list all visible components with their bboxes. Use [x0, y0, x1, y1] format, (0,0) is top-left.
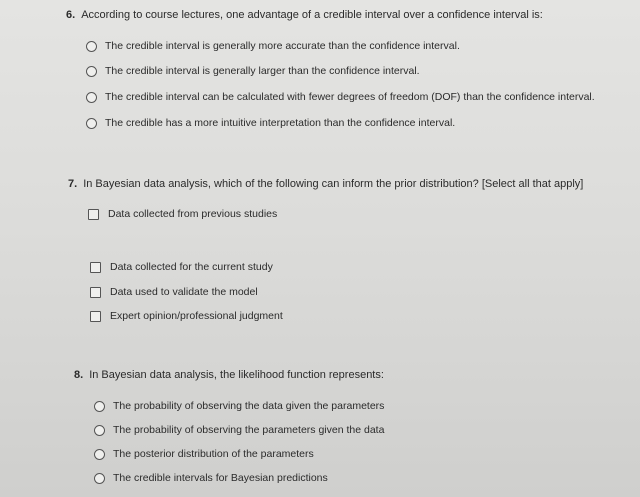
- radio-button[interactable]: [86, 92, 97, 103]
- question-6-prompt: [66, 9, 543, 21]
- q8-option-4[interactable]: [94, 472, 328, 484]
- option-label: The credible interval is generally more accurate than the confidence interval.: [105, 40, 460, 52]
- option-label: The credible interval is generally larger than the confidence interval.: [105, 65, 420, 77]
- checkbox[interactable]: [90, 287, 101, 298]
- q7-option-1[interactable]: [88, 208, 277, 220]
- q8-option-2[interactable]: [94, 424, 384, 436]
- radio-button[interactable]: [94, 425, 105, 436]
- question-7-prompt: [68, 178, 583, 190]
- option-label: The probability of observing the data given the parameters: [113, 400, 385, 412]
- radio-button[interactable]: [94, 401, 105, 412]
- q6-option-3[interactable]: [86, 91, 595, 103]
- q8-option-3[interactable]: [94, 448, 314, 460]
- option-label: Data collected from previous studies: [108, 208, 278, 220]
- radio-button[interactable]: [86, 41, 97, 52]
- radio-button[interactable]: [86, 118, 97, 129]
- option-label: Expert opinion/professional judgment: [110, 310, 283, 322]
- q8-option-1[interactable]: [94, 400, 384, 412]
- checkbox[interactable]: [88, 209, 99, 220]
- question-number: 8.: [74, 369, 84, 381]
- radio-button[interactable]: [94, 449, 105, 460]
- option-label: The credible has a more intuitive interpretation than the confidence interval.: [105, 117, 456, 129]
- radio-button[interactable]: [94, 473, 105, 484]
- question-text: In Bayesian data analysis, the likelihood function represents:: [89, 369, 384, 381]
- option-label: The probability of observing the parameters given the data: [113, 424, 385, 436]
- option-label: The credible interval can be calculated with fewer degrees of freedom (DOF) than the confidence interval.: [105, 91, 595, 103]
- q7-option-3[interactable]: [90, 286, 258, 298]
- checkbox[interactable]: [90, 262, 101, 273]
- q6-option-4[interactable]: [86, 117, 455, 129]
- q6-option-1[interactable]: [86, 40, 460, 52]
- question-number: 6.: [66, 9, 76, 21]
- question-8-prompt: [74, 369, 384, 381]
- q7-option-4[interactable]: [90, 310, 283, 322]
- checkbox[interactable]: [90, 311, 101, 322]
- option-label: Data used to validate the model: [110, 286, 258, 298]
- option-label: The credible intervals for Bayesian predictions: [113, 472, 328, 484]
- q7-option-2[interactable]: [90, 261, 273, 273]
- question-number: 7.: [68, 178, 78, 190]
- option-label: Data collected for the current study: [110, 261, 273, 273]
- option-label: The posterior distribution of the parameters: [113, 448, 314, 460]
- q6-option-2[interactable]: [86, 65, 420, 77]
- question-text: In Bayesian data analysis, which of the following can inform the prior distribution? [Select all that apply]: [83, 178, 584, 190]
- radio-button[interactable]: [86, 66, 97, 77]
- question-text: According to course lectures, one advantage of a credible interval over a confidence interval is:: [81, 9, 543, 21]
